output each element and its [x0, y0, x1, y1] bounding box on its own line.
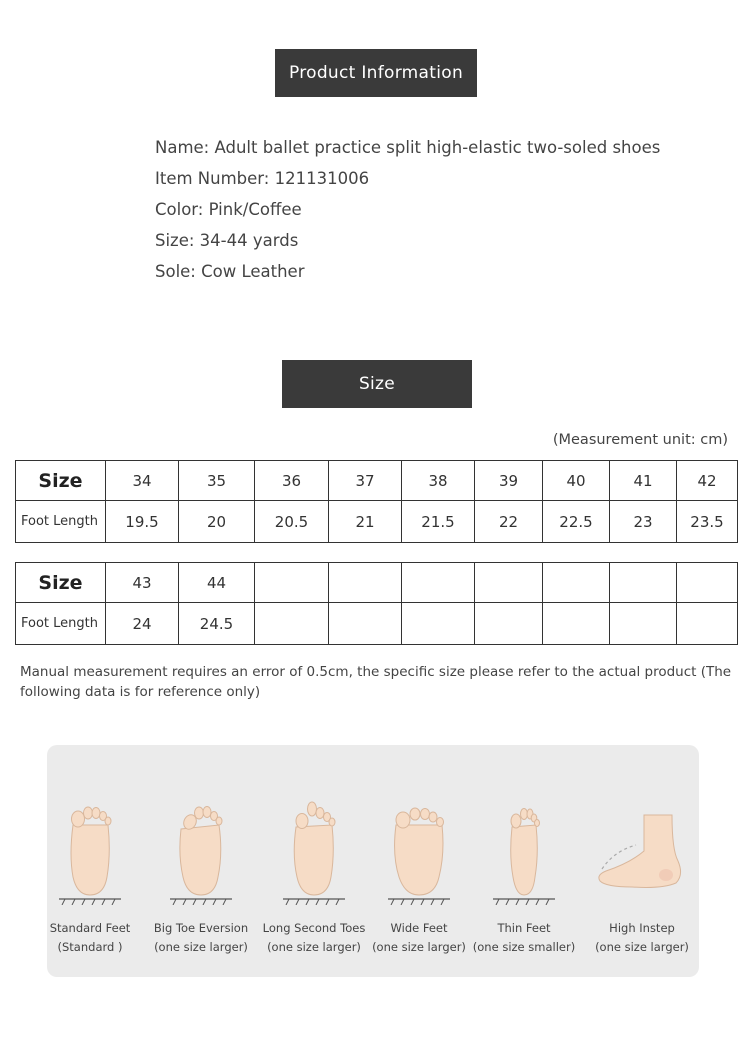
foot-type-standard — [35, 795, 145, 957]
foot-type-name: Wide Feet — [390, 921, 448, 935]
foot-type-advice: (one size smaller) — [472, 940, 576, 954]
foot-length-cell — [543, 603, 610, 645]
foot-type-high-instep — [587, 795, 697, 957]
size-range-line: Size: 34-44 yards — [155, 231, 299, 250]
big-toe-eversion-foot-icon — [166, 795, 236, 905]
long-second-toe-foot-icon — [279, 795, 349, 905]
size-cell: 37 — [329, 461, 402, 501]
foot-type-name: Standard Feet — [49, 921, 131, 935]
foot-type-advice: (Standard ) — [57, 940, 123, 954]
item-number-line: Item Number: 121131006 — [155, 169, 370, 188]
foot-length-cell: 24 — [106, 603, 179, 645]
size-cell: 40 — [543, 461, 610, 501]
size-cell — [677, 563, 738, 603]
foot-length-row — [16, 501, 738, 543]
foot-type-advice: (one size larger) — [154, 940, 248, 954]
size-cell: 35 — [179, 461, 255, 501]
size-cell: 43 — [106, 563, 179, 603]
size-cell: 34 — [106, 461, 179, 501]
size-cell: 36 — [255, 461, 329, 501]
color-line: Color: Pink/Coffee — [155, 200, 302, 219]
foot-length-cell: 20 — [179, 501, 255, 543]
foot-length-cell: 22 — [475, 501, 543, 543]
size-row-label: Size — [16, 461, 106, 501]
foot-type-wide-feet — [364, 795, 474, 957]
foot-length-cell: 23 — [610, 501, 677, 543]
foot-length-cell: 21 — [329, 501, 402, 543]
foot-type-long-second-toes — [259, 795, 369, 957]
size-cell: 41 — [610, 461, 677, 501]
size-table-2 — [15, 562, 738, 645]
foot-length-row — [16, 603, 738, 645]
size-cell — [255, 563, 329, 603]
foot-type-big-toe-eversion — [146, 795, 256, 957]
size-cell — [402, 563, 475, 603]
size-cell: 38 — [402, 461, 475, 501]
foot-length-cell — [255, 603, 329, 645]
foot-length-cell — [402, 603, 475, 645]
foot-type-thin-feet — [469, 795, 579, 957]
foot-length-cell: 24.5 — [179, 603, 255, 645]
foot-length-row-label: Foot Length — [16, 603, 106, 645]
foot-type-name: Long Second Toes — [262, 921, 366, 935]
standard-foot-icon — [55, 795, 125, 905]
foot-type-advice: (one size larger) — [372, 940, 466, 954]
foot-length-cell — [475, 603, 543, 645]
foot-length-cell — [677, 603, 738, 645]
size-row — [16, 563, 738, 603]
size-cell — [475, 563, 543, 603]
foot-type-advice: (one size larger) — [595, 940, 689, 954]
foot-type-panel — [47, 745, 699, 977]
size-row — [16, 461, 738, 501]
product-information-title: Product Information — [288, 63, 464, 83]
size-banner — [282, 360, 472, 408]
foot-length-cell: 21.5 — [402, 501, 475, 543]
foot-length-row-label: Foot Length — [16, 501, 106, 543]
foot-length-cell — [329, 603, 402, 645]
sole-line: Sole: Cow Leather — [155, 262, 305, 281]
foot-length-cell — [610, 603, 677, 645]
foot-type-name: Big Toe Eversion — [153, 921, 249, 935]
size-cell: 44 — [179, 563, 255, 603]
foot-type-name: Thin Feet — [497, 921, 551, 935]
size-cell: 39 — [475, 461, 543, 501]
foot-length-cell: 19.5 — [106, 501, 179, 543]
measurement-disclaimer: Manual measurement requires an error of 0.5cm, the specific size please refer to the actual product (The following data is for reference only) — [20, 664, 732, 700]
size-table-1 — [15, 460, 738, 543]
foot-length-cell: 22.5 — [543, 501, 610, 543]
size-cell — [329, 563, 402, 603]
foot-length-cell: 23.5 — [677, 501, 738, 543]
foot-length-cell: 20.5 — [255, 501, 329, 543]
product-name-line: Name: Adult ballet practice split high-elastic two-soled shoes — [155, 138, 661, 157]
size-cell — [543, 563, 610, 603]
thin-foot-icon — [489, 795, 559, 905]
size-cell — [610, 563, 677, 603]
high-instep-foot-icon — [592, 795, 692, 905]
wide-foot-icon — [384, 795, 454, 905]
measurement-unit-note: (Measurement unit: cm) — [552, 432, 728, 448]
product-information-banner — [275, 49, 477, 97]
size-row-label: Size — [16, 563, 106, 603]
foot-type-advice: (one size larger) — [267, 940, 361, 954]
foot-type-name: High Instep — [609, 921, 675, 935]
size-title: Size — [358, 374, 396, 394]
product-info-list — [155, 136, 660, 291]
size-cell: 42 — [677, 461, 738, 501]
